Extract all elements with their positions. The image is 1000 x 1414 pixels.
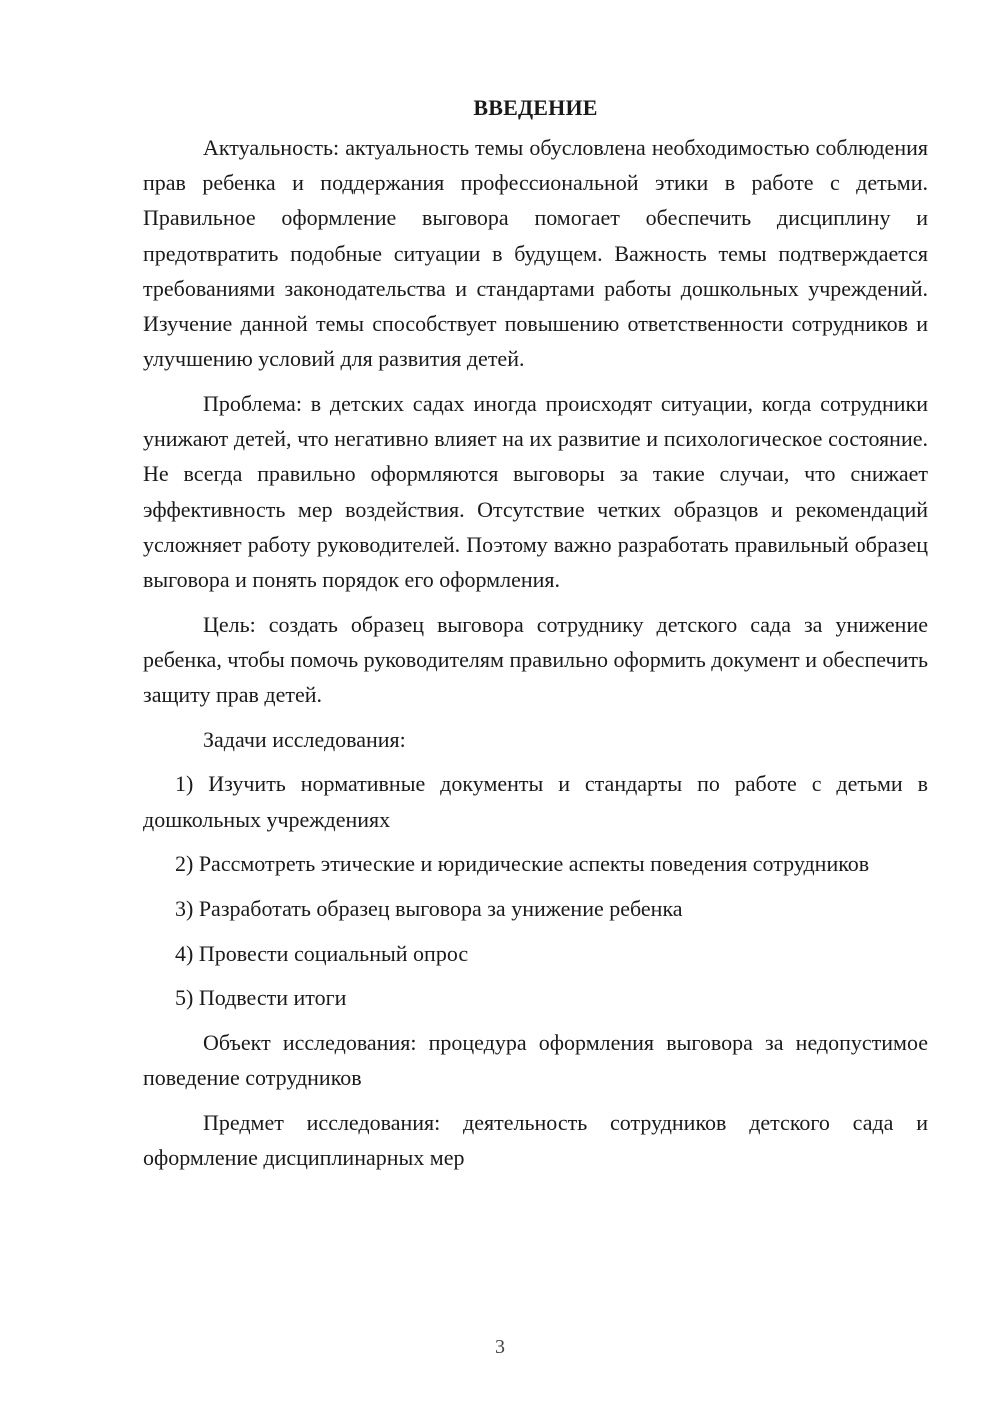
list-item-task-1: 1) Изучить нормативные документы и стандарты по работе с детьми в дошкольных учреждениях [143,771,928,832]
list-item-task-5: 5) Подвести итоги [175,985,347,1011]
paragraph-relevance: Актуальность: актуальность темы обусловлена необходимостью соблюдения прав ребенка и поддержания профессиональной этики в работе с детьми. Правильное оформление выговора помогает обеспечить дисциплину и предотвратить подобные ситуации в будущем. Важность темы подтверждается требованиями законодательства и стандартами работы дошкольных учреждений. Изучение данной темы способствует повышению ответственности сотрудников и улучшению условий для развития детей. [143,135,928,372]
list-item-task-3: 3) Разработать образец выговора за унижение ребенка [175,896,683,922]
page-number: 3 [495,1336,505,1358]
section-heading: ВВЕДЕНИЕ [473,95,598,120]
document-page [143,90,928,1175]
paragraph-problem: Проблема: в детских садах иногда происходят ситуации, когда сотрудники унижают детей, что негативно влияет на их развитие и психологическое состояние. Не всегда правильно оформляются выговоры за такие случаи, что снижает эффективность мер воздействия. Отсутствие четких образцов и рекомендаций усложняет работу руководителей. Поэтому важно разработать правильный образец выговора и понять порядок его оформления. [143,390,928,592]
list-item-task-2: 2) Рассмотреть этические и юридические аспекты поведения сотрудников [175,851,870,877]
list-item-task-4: 4) Провести социальный опрос [175,940,469,966]
paragraph-tasks-title: Задачи исследования: [203,726,406,752]
paragraph-object: Объект исследования: процедура оформления выговора за недопустимое поведение сотрудников [143,1030,928,1091]
paragraph-subject: Предмет исследования: деятельность сотрудников детского сада и оформление дисциплинарных мер [143,1110,928,1171]
paragraph-goal: Цель: создать образец выговора сотруднику детского сада за унижение ребенка, чтобы помочь руководителям правильно оформить документ и обеспечить защиту прав детей. [143,611,928,708]
